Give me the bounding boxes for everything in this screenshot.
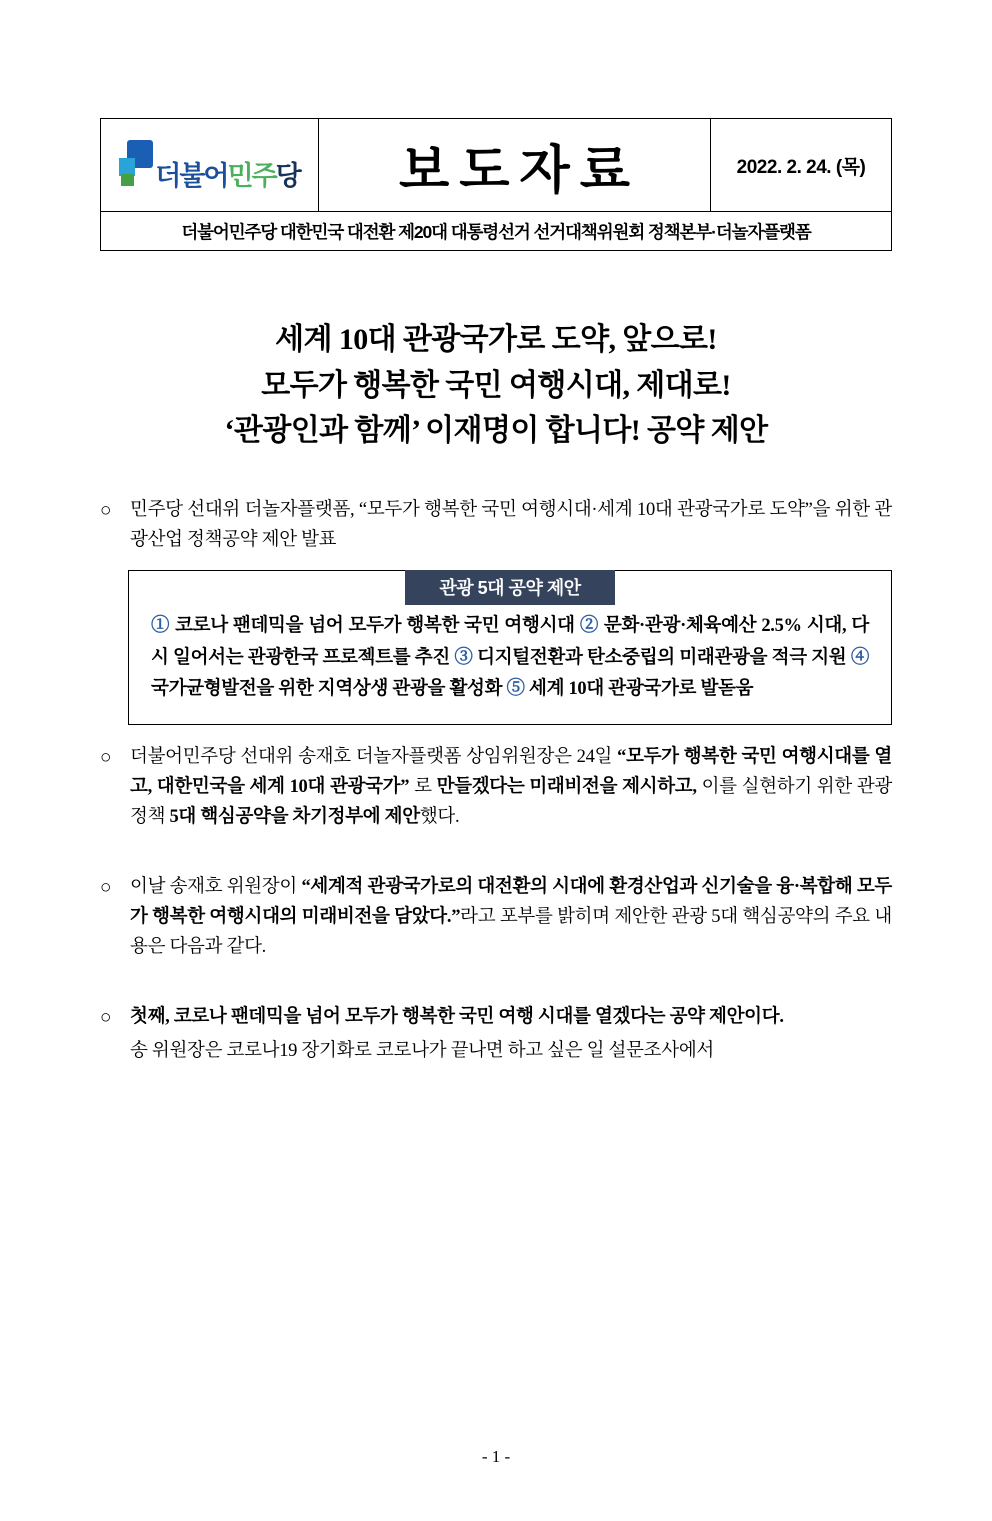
- header-top-row: [101, 119, 891, 211]
- bullet-item-1-text: 민주당 선대위 더놀자플랫폼, “모두가 행복한 국민 여행시대·세계 10대 관광국가로 도약”을 위한 관광산업 정책공약 제안 발표: [130, 499, 892, 550]
- bullet-item-2: [100, 743, 892, 833]
- party-logo-text-part3: 당: [275, 161, 300, 191]
- headline-line-2: 모두가 행복한 국민 여행시대, 제대로!: [261, 368, 731, 402]
- promise-box-header: [128, 570, 892, 605]
- headline: [100, 317, 892, 454]
- bullet-3-segment-2: 라고 포부를 밝히며 제안한 관광 5대 핵심공약의 주요 내용은 다음과 같다.: [130, 907, 892, 957]
- bullet-2-segment-1: 더불어민주당 선대위 송재호 더놀자플랫폼 상임위원장은 24일: [130, 747, 618, 768]
- promise-item-1-text: 코로나 팬데믹을 넘어 모두가 행복한 국민 여행시대: [169, 615, 580, 636]
- bullet-4-bold-text: 첫째, 코로나 팬데믹을 넘어 모두가 행복한 국민 여행 시대를 열겠다는 공약 제안이다.: [130, 1006, 784, 1027]
- bullet-item-2-text: [130, 743, 892, 833]
- promise-callout-box: [128, 570, 892, 725]
- bullet-item-1: [100, 496, 892, 556]
- bullet-2-quote: “모두가 행복한 국민 여행시대를 열고, 대한민국을 세계 10대 관광국가”: [130, 747, 892, 798]
- party-logo-text-part2: 민주: [227, 161, 276, 191]
- document-page: [0, 118, 992, 1521]
- page-number: - 1 -: [481, 1447, 511, 1466]
- promise-item-2-text: 문화·관광·체육예산 2.5% 시대, 다시 일어서는 관광한국 프로젝트를 추진: [151, 615, 870, 668]
- issuing-organization: 더불어민주당 대한민국 대전환 제20대 대통령선거 선거대책위원회 정책본부·더놀자플랫폼: [181, 221, 811, 242]
- bullet-item-4-text: [130, 1003, 892, 1067]
- promise-box-text: [151, 611, 869, 706]
- promise-box-title: 관광 5대 공약 제안: [405, 570, 614, 605]
- bullet-3-segment-1: 이날 송재호 위원장이: [130, 877, 302, 898]
- bullet-marker-icon: ○: [100, 747, 112, 769]
- paragraph-spacer: [100, 839, 892, 873]
- party-logo: [119, 140, 300, 190]
- bullet-2-segment-3: 이를 실현하기 위한 관광정책: [130, 777, 892, 828]
- promise-item-5-number: ⑤: [506, 679, 525, 700]
- bullet-2-segment-2: 로: [409, 777, 437, 798]
- bullet-2-bold-2: 5대 핵심공약을 차기정부에 제안: [169, 807, 420, 828]
- bullet-item-3-text: [130, 873, 892, 963]
- bullet-3-quote: “세계적 관광국가로의 대전환의 시대에 환경산업과 신기술을 융·복합해 모두가 행복한 여행시대의 미래비전을 담았다.”: [130, 877, 892, 928]
- promise-item-4-text: 국가균형발전을 위한 지역상생 관광을 활성화: [151, 679, 507, 700]
- document-date-cell: [711, 119, 891, 211]
- promise-item-3-text: 디지털전환과 탄소중립의 미래관광을 적극 지원: [472, 647, 851, 668]
- promise-item-4-number: ④: [850, 647, 870, 668]
- party-logo-mark-icon: [119, 140, 153, 186]
- press-release-header: [100, 118, 892, 251]
- promise-item-1-number: ①: [151, 615, 170, 636]
- party-logo-cell: [101, 119, 319, 211]
- headline-line-1: 세계 10대 관광국가로 도약, 앞으로!: [275, 323, 717, 356]
- document-title-cell: [319, 119, 711, 211]
- issuing-organization-row: [101, 211, 891, 250]
- promise-item-2-number: ②: [579, 615, 599, 636]
- bullet-marker-icon: ○: [100, 1006, 112, 1028]
- bullet-2-bold-1: 만들겠다는 미래비전을 제시하고,: [436, 777, 697, 798]
- party-logo-text-part1: 더불어: [155, 161, 228, 191]
- bullet-marker-icon: ○: [100, 877, 112, 899]
- promise-item-3-number: ③: [454, 647, 473, 668]
- bullet-item-3: [100, 873, 892, 963]
- document-body: [100, 496, 892, 1067]
- page-title: 보도자료: [399, 141, 640, 200]
- document-date: 2022. 2. 24. (목): [736, 156, 866, 178]
- promise-item-5-text: 세계 10대 관광국가로 발돋움: [524, 679, 754, 700]
- party-logo-text: [155, 163, 300, 190]
- bullet-item-4: [100, 1003, 892, 1067]
- bullet-4-sub-text: 송 위원장은 코로나19 장기화로 코로나가 끝나면 하고 싶은 일 설문조사에서: [130, 1040, 714, 1061]
- paragraph-spacer: [100, 969, 892, 1003]
- bullet-2-segment-4: 했다.: [419, 807, 460, 828]
- headline-line-3: ‘관광인과 함께’ 이재명이 합니다! 공약 제안: [224, 414, 768, 448]
- bullet-marker-icon: ○: [100, 499, 112, 521]
